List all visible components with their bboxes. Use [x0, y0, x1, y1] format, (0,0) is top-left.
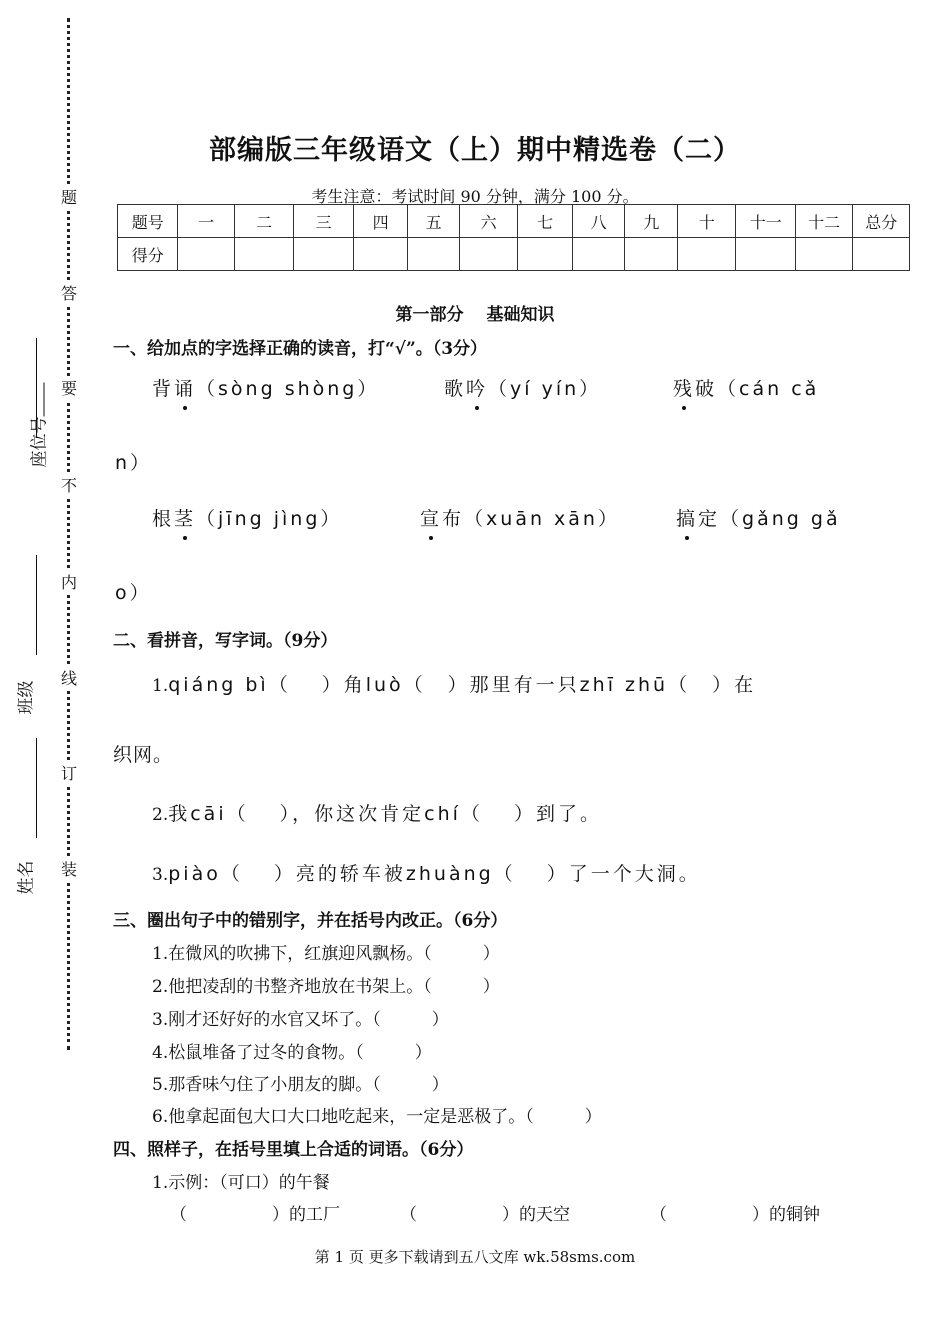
q2-line-3[interactable]: [152, 859, 701, 886]
score-header-cell: 九: [625, 205, 678, 238]
q4-blank-1[interactable]: （ ）的工厂: [170, 1205, 340, 1225]
score-table-header-row: [118, 205, 910, 238]
score-header-cell: 十二: [795, 205, 852, 238]
q2-line-1-wrap: 织网。: [113, 744, 174, 766]
q1-item-2[interactable]: [444, 374, 601, 401]
score-header-cell: 四: [353, 205, 408, 238]
q1-dotted-char: 搞: [676, 504, 698, 531]
score-header-cell: 一: [178, 205, 235, 238]
page-footer: 第 1 页 更多下载请到五八文库 wk.58sms.com: [314, 1248, 636, 1266]
q2-text: piào（ ）亮的轿车被zhuàng（ ）了一个大洞。: [168, 863, 701, 885]
q2-heading: 二、看拼音，写字词。（9分）: [113, 631, 338, 651]
score-cell[interactable]: [518, 238, 573, 271]
exam-notice: 考生注意：考试时间 90 分钟，满分 100 分。: [311, 187, 639, 206]
q1-dotted-char: 茎: [174, 504, 196, 531]
binding-dotted-line: [67, 18, 70, 1050]
q3-item[interactable]: 5.那香味勺住了小朋友的脚。（ ）: [152, 1075, 449, 1095]
score-cell[interactable]: [234, 238, 293, 271]
q4-example: 1.示例：（可口）的午餐: [152, 1173, 330, 1193]
warning-char-nei: 内: [58, 571, 80, 595]
warning-char-xian: 线: [58, 667, 80, 691]
score-header-cell: 总分: [853, 205, 910, 238]
warning-char-da: 答: [58, 282, 80, 306]
seat-label: 座位号: [29, 416, 50, 468]
q1-dotted-char: 吟: [466, 374, 488, 401]
name-underline[interactable]: [36, 738, 38, 838]
q1-options: （gǎng gǎ: [720, 508, 841, 530]
q1-heading: 一、给加点的字选择正确的读音，打“√”。（3分）: [113, 339, 488, 359]
score-cell[interactable]: [625, 238, 678, 271]
q1-dotted-char: 宣: [420, 504, 442, 531]
part1-title: 第一部分 基础知识: [395, 305, 555, 325]
q3-item[interactable]: 4.松鼠堆备了过冬的食物。（ ）: [152, 1043, 432, 1063]
q3-item[interactable]: 6.他拿起面包大口大口地吃起来，一定是恶极了。（ ）: [152, 1107, 602, 1127]
q1-dotted-char: 残: [673, 374, 695, 401]
q4-blank-2[interactable]: （ ）的天空: [400, 1205, 570, 1225]
q1-options: （cán cǎ: [717, 378, 820, 400]
warning-char-bu: 不: [58, 474, 80, 498]
q2-num: 2.: [152, 805, 169, 825]
score-row-label: 得分: [118, 238, 178, 271]
warning-char-ding: 订: [58, 762, 80, 786]
score-table: [117, 204, 910, 271]
score-cell[interactable]: [736, 238, 795, 271]
q1-char: 破: [695, 378, 718, 400]
q1-char: 布: [442, 508, 465, 530]
q1-dotted-char: 诵: [174, 374, 196, 401]
q1-wrap-2: o）: [115, 582, 152, 604]
score-cell[interactable]: [678, 238, 736, 271]
score-header-cell: 十: [678, 205, 736, 238]
q1-options: （sòng shòng）: [196, 378, 380, 400]
q1-char: 定: [698, 508, 721, 530]
score-cell[interactable]: [353, 238, 408, 271]
q1-options: （xuān xān）: [464, 508, 620, 530]
warning-char-yao: 要: [58, 377, 80, 401]
name-label: 姓名: [16, 860, 37, 895]
score-header-cell: 二: [234, 205, 293, 238]
q1-item-6[interactable]: [676, 504, 841, 531]
score-header-cell: 题号: [118, 205, 178, 238]
class-underline[interactable]: [36, 555, 38, 655]
q1-options: （yí yín）: [488, 378, 602, 400]
score-header-cell: 六: [459, 205, 517, 238]
q4-heading: 四、照样子，在括号里填上合适的词语。（6分）: [113, 1140, 474, 1160]
q2-num: 3.: [152, 865, 169, 885]
q2-line-1[interactable]: [152, 670, 756, 697]
score-cell[interactable]: [795, 238, 852, 271]
warning-char-zhuang: 装: [58, 858, 80, 882]
q1-wrap-1: n）: [115, 452, 153, 474]
score-cell[interactable]: [459, 238, 517, 271]
score-cell[interactable]: [294, 238, 353, 271]
q4-blank-3[interactable]: （ ）的铜钟: [650, 1205, 820, 1225]
q1-options: （jīng jìng）: [196, 508, 343, 530]
score-cell[interactable]: [178, 238, 235, 271]
q1-char: 根: [152, 508, 175, 530]
q1-item-3[interactable]: [673, 374, 819, 401]
score-cell[interactable]: [853, 238, 910, 271]
q1-item-4[interactable]: [152, 504, 342, 531]
q1-item-1[interactable]: [152, 374, 379, 401]
q2-text: qiáng bì（ ）角luò（ ）那里有一只zhī zhū（ ）在: [168, 674, 757, 696]
warning-char-ti: 题: [58, 186, 80, 210]
seat-underline: [36, 338, 38, 438]
q2-num: 1.: [152, 676, 169, 696]
score-cell[interactable]: [572, 238, 625, 271]
score-header-cell: 五: [408, 205, 460, 238]
q3-item[interactable]: 3.刚才还好好的水官又坏了。（ ）: [152, 1010, 449, 1030]
q3-item[interactable]: 2.他把凌刮的书整齐地放在书架上。（ ）: [152, 977, 500, 997]
score-header-cell: 十一: [736, 205, 795, 238]
page-title: 部编版三年级语文（上）期中精选卷（二）: [209, 135, 741, 166]
q1-char: 歌: [444, 378, 467, 400]
q1-char: 背: [152, 378, 175, 400]
score-header-cell: 八: [572, 205, 625, 238]
q1-item-5[interactable]: [420, 504, 620, 531]
class-label: 班级: [16, 680, 37, 715]
q3-item[interactable]: 1.在微风的吹拂下，红旗迎风飘杨。（ ）: [152, 944, 500, 964]
q2-text: 我cāi（ ），你这次肯定chí（ ）到了。: [168, 803, 602, 825]
score-header-cell: 三: [294, 205, 353, 238]
score-header-cell: 七: [518, 205, 573, 238]
score-table-score-row: [118, 238, 910, 271]
q2-line-2[interactable]: [152, 799, 602, 826]
score-cell[interactable]: [408, 238, 460, 271]
q3-heading: 三、圈出句子中的错别字，并在括号内改正。（6分）: [113, 911, 508, 931]
